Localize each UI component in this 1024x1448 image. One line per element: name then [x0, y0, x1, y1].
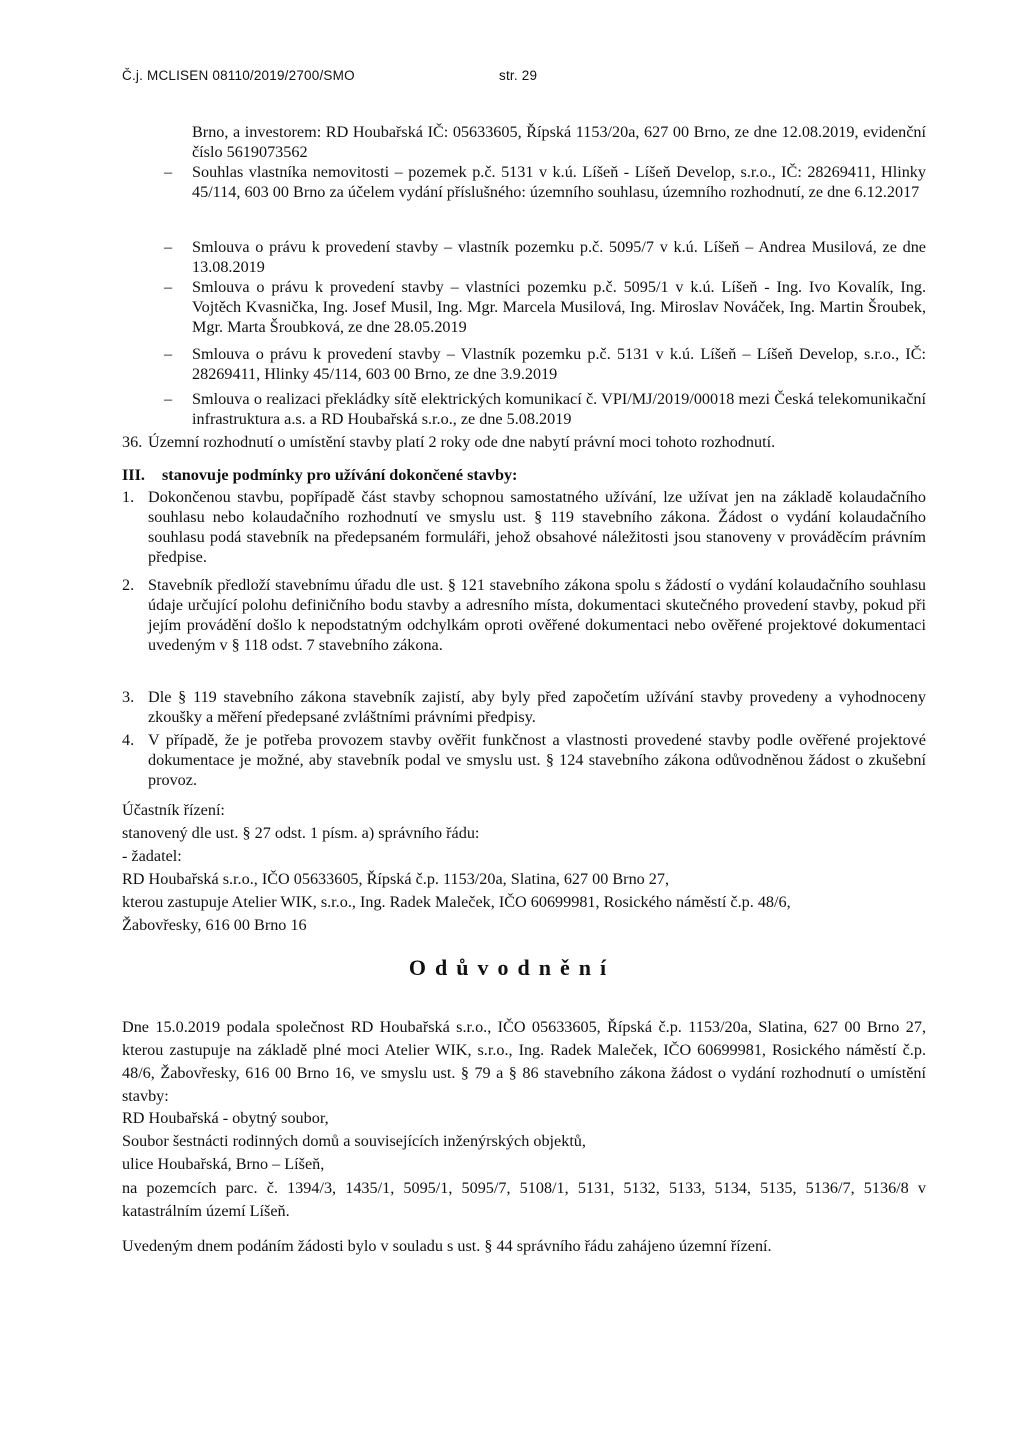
condition-4-text: V případě, že je potřeba provozem stavby ověřit funkčnost a vlastnosti provedené stavby podle ověřené projektové dokumentace je možné, aby stavebník podal ve smyslu ust. § 124 stavebního zákona odůvodněnou žádost o zkušební provoz.	[148, 731, 926, 789]
parcels-paragraph: na pozemcích parc. č. 1394/3, 1435/1, 5095/1, 5095/7, 5108/1, 5131, 5132, 5133, 5134, 5135, 5136/7, 5136/8 v katastrálním území Líšeň.	[122, 1179, 926, 1220]
dash-item-contract-5095-1: Smlouva o právu k provedení stavby – vlastníci pozemku p.č. 5095/1 v k.ú. Líšeň - Ing. Ivo Kovalík, Ing. Vojtěch Kvasnička, Ing. Josef Musil, Ing. Mgr. Marcela Musilová, Ing. Miroslav Nováček, Ing. Martin Šroubek, Mgr. Marta Šroubková, ze dne 28.05.2019	[192, 278, 926, 336]
applicant-line: Žabovřesky, 616 00 Brno 16	[122, 916, 307, 934]
condition-number: 4.	[122, 731, 135, 749]
dash-item-contract-5095-7: Smlouva o právu k provedení stavby – vlastník pozemku p.č. 5095/7 v k.ú. Líšeň – Andrea Musilová, ze dne 13.08.2019	[192, 238, 926, 276]
section-roman-numeral: III.	[122, 466, 145, 484]
condition-number: 2.	[122, 576, 135, 594]
investor-paragraph: Brno, a investorem: RD Houbařská IČ: 05633605, Řípská 1153/20a, 627 00 Brno, ze dne 12.08.2019, evidenční číslo 5619073562	[192, 123, 926, 161]
reasoning-paragraph: Dne 15.0.2019 podala společnost RD Houbařská s.r.o., IČO 05633605, Řípská č.p. 1153/20a, Slatina, 627 00 Brno 27, kterou zastupuje na základě plné moci Atelier WIK, s.r.o., Ing. Radek Maleček, IČO 60699981, Rosického náměstí č.p. 48/6, Žabovřesky, 616 00 Brno 16, ve smyslu ust. § 79 a § 86 stavebního zákona žádost o vydání rozhodnutí o umístění stavby:	[122, 1018, 926, 1105]
applicant-line: RD Houbařská s.r.o., IČO 05633605, Řípská č.p. 1153/20a, Slatina, 627 00 Brno 27,	[122, 870, 670, 888]
participant-role: - žadatel:	[122, 847, 182, 865]
dash-item-contract-5131: Smlouva o právu k provedení stavby – Vlastník pozemku p.č. 5131 v k.ú. Líšeň – Líšeň Develop, s.r.o., IČ: 28269411, Hlinky 45/114, 603 00 Brno, ze dne 3.9.2019	[192, 345, 926, 383]
dash-marker: –	[164, 238, 173, 256]
participant-heading: Účastník řízení:	[122, 801, 225, 819]
condition-1-text: Dokončenou stavbu, popřípadě část stavby schopnou samostatného užívání, lze užívat jen na základě kolaudačního souhlasu nebo kolaudačního rozhodnutí ve smyslu ust. § 119 stavebního zákona. Žádost o vydání kolaudačního souhlasu podá stavebník na předepsaném formuláři, jehož obsahové náležitosti jsou stanoveny v prováděcím právním předpise.	[148, 488, 926, 566]
condition-2-text: Stavebník předloží stavebnímu úřadu dle ust. § 121 stavebního zákona spolu s žádostí o vydání kolaudačního souhlasu údaje určující polohu definičního bodu stavby a adresního místa, dokumentaci skutečného provedení stavby, pokud při jejím provádění došlo k nepodstatným odchylkám oproti ověřené dokumentaci nebo ověřené projektové dokumentaci uvedeným v § 118 odst. 7 stavebního zákona.	[148, 576, 926, 654]
dash-marker: –	[164, 278, 173, 296]
item-36-text: Územní rozhodnutí o umístění stavby platí 2 roky ode dne nabytí právní moci tohoto rozhodnutí.	[148, 433, 776, 451]
dash-marker: –	[164, 345, 173, 363]
condition-number: 3.	[122, 688, 135, 706]
page-number: str. 29	[499, 68, 538, 83]
condition-3-text: Dle § 119 stavebního zákona stavebník zajistí, aby byly před započetím užívání stavby provedeny a vyhodnoceny zkoušky a měření předepsané zvláštními právními předpisy.	[148, 688, 926, 726]
participant-basis: stanovený dle ust. § 27 odst. 1 písm. a) správního řádu:	[122, 824, 480, 842]
reasoning-title: Odůvodnění	[408, 955, 616, 980]
item-number: 36.	[122, 433, 143, 451]
closing-statement: Uvedeným dnem podáním žádosti bylo v souladu s ust. § 44 správního řádu zahájeno územní řízení.	[122, 1237, 772, 1255]
dash-marker: –	[164, 390, 173, 408]
project-description: Soubor šestnácti rodinných domů a souvisejících inženýrských objektů,	[122, 1132, 586, 1150]
dash-item-relocation-contract: Smlouva o realizaci překládky sítě elektrických komunikací č. VPI/MJ/2019/00018 mezi Česká telekomunikační infrastruktura a.s. a RD Houbařská s.r.o., ze dne 5.08.2019	[192, 390, 926, 428]
reference-number: Č.j. MCLISEN 08110/2019/2700/SMO	[122, 68, 355, 83]
section-title: stanovuje podmínky pro užívání dokončené stavby:	[162, 466, 518, 484]
project-location: ulice Houbařská, Brno – Líšeň,	[122, 1155, 325, 1173]
condition-number: 1.	[122, 488, 135, 506]
applicant-line: kterou zastupuje Atelier WIK, s.r.o., Ing. Radek Maleček, IČO 60699981, Rosického náměstí č.p. 48/6,	[122, 893, 791, 911]
dash-marker: –	[164, 163, 173, 181]
dash-item-owner-consent: Souhlas vlastníka nemovitosti – pozemek p.č. 5131 v k.ú. Líšeň - Líšeň Develop, s.r.o., IČ: 28269411, Hlinky 45/114, 603 00 Brno za účelem vydání příslušného: územního souhlasu, územního rozhodnutí, ze dne 6.12.2017	[192, 163, 926, 201]
project-name: RD Houbařská - obytný soubor,	[122, 1109, 329, 1127]
